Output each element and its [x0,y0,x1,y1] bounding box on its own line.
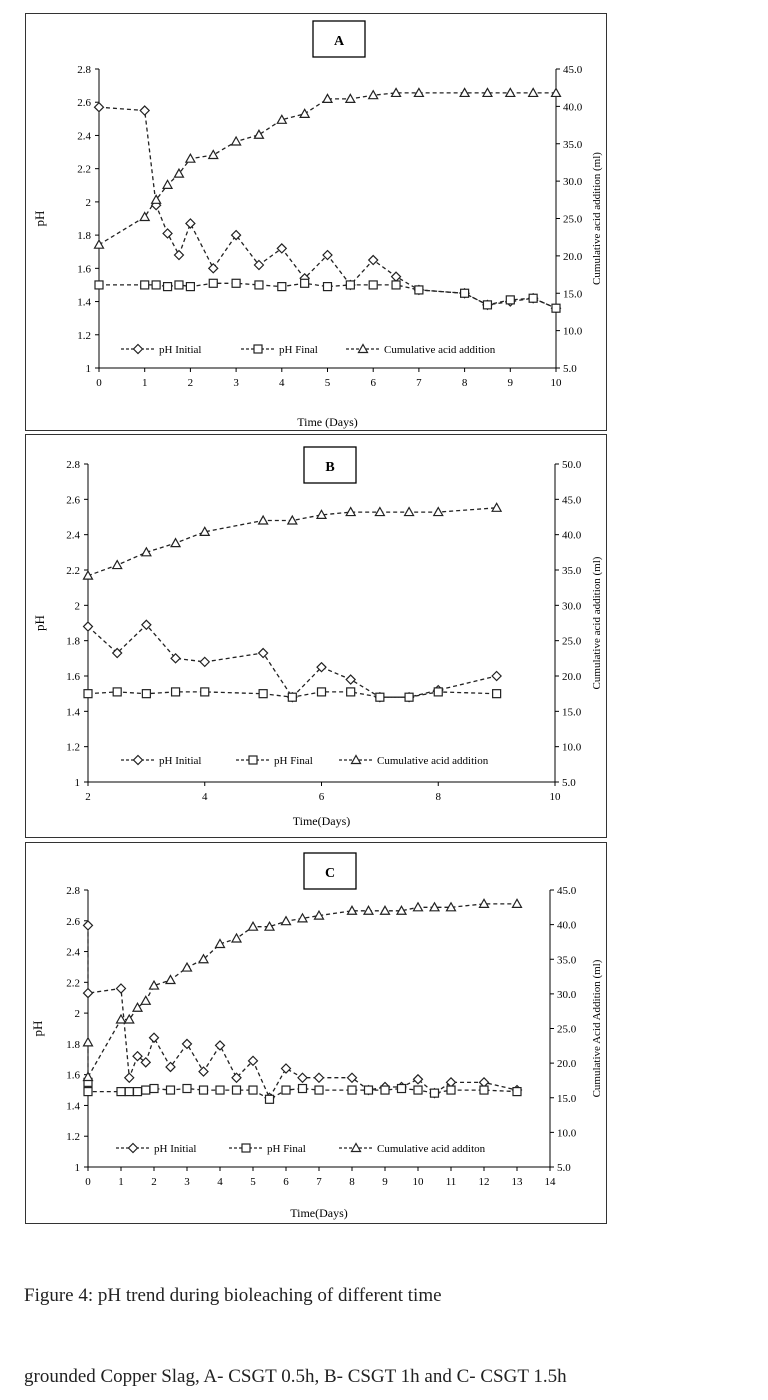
data-point [376,693,384,701]
x-tick-label: 5 [250,1176,256,1188]
data-point [140,106,149,115]
y-axis-label: pH [32,210,47,227]
y-tick-label: 2.2 [66,977,80,990]
y2-tick-label: 40.0 [562,529,582,542]
x-tick-label: 9 [382,1176,388,1188]
data-point [249,1086,257,1094]
data-point [199,1067,208,1076]
data-point [348,1073,357,1082]
data-point [529,294,537,302]
chart-title: B [325,460,335,475]
data-point [141,281,149,289]
legend [121,344,496,356]
legend-label: Cumulative acid addition [377,755,489,767]
data-point [209,150,218,158]
data-point [348,1086,356,1094]
data-point [381,1086,389,1094]
x-tick-label: 11 [445,1176,457,1188]
figure-caption-line-1: Figure 4: pH trend during bioleaching of different time [24,1285,442,1306]
x-tick-label: 6 [370,377,376,389]
y2-tick-label: 10.0 [562,741,582,754]
data-point [175,281,183,289]
data-point [141,996,150,1004]
y2-tick-label: 25.0 [557,1023,577,1036]
legend-item [241,344,318,356]
legend-label: pH Initial [154,1143,197,1155]
series-diamond [84,921,522,1102]
data-point [209,264,218,273]
y-tick-label: 2 [74,1008,80,1021]
y-axis-label: pH [30,1020,45,1037]
y2-tick-label: 30.0 [557,988,577,1001]
y-tick-label: 2.2 [77,163,91,176]
series-diamond [95,103,561,313]
data-point [209,279,217,287]
data-point [95,240,104,248]
y-axis-label: pH [32,615,47,631]
data-point [233,1086,241,1094]
y2-tick-label: 45.0 [557,885,577,897]
data-point [84,622,93,631]
series-line [88,925,517,1097]
legend-label: pH Final [279,344,318,356]
data-point [318,688,326,696]
y2-tick-label: 30.0 [562,600,582,613]
data-point [117,1088,125,1096]
data-point [150,1033,159,1042]
chart-title-box [304,853,356,889]
data-point [232,934,241,942]
y-tick-label: 2.4 [66,946,80,959]
y-tick-label: 1 [85,363,91,375]
y-tick-label: 1.6 [66,671,80,683]
x-tick-label: 6 [283,1176,289,1188]
x-tick-label: 4 [279,377,285,389]
chart-title-box [313,21,365,57]
data-point [282,1086,290,1094]
data-point [415,286,423,294]
data-point [266,1095,274,1103]
data-point [259,649,268,658]
data-point [216,1086,224,1094]
data-point [172,688,180,696]
y2-tick-label: 40.0 [563,101,583,114]
data-point [140,213,149,221]
data-point [142,1086,150,1094]
data-point [117,984,126,993]
data-point [324,283,332,291]
data-point [232,137,241,145]
data-point [492,672,501,681]
data-point [95,103,104,112]
data-point [232,279,240,287]
data-point [369,281,377,289]
legend-item [121,344,201,356]
y-tick-label: 1.6 [77,263,91,276]
data-point [95,281,103,289]
x-tick-label: 8 [349,1176,355,1188]
legend-item [346,344,496,356]
y-tick-label: 2.8 [77,64,91,76]
data-point [200,657,209,666]
data-point [259,516,268,524]
data-point [392,272,401,281]
chart-b [26,435,606,837]
legend-item [116,1143,196,1155]
chart-a [26,14,606,430]
series-triangle [84,503,502,579]
data-point [277,244,286,253]
data-point [163,180,172,188]
y-tick-label: 2 [85,196,91,209]
data-point [167,1086,175,1094]
data-point [249,922,258,930]
chart-title: C [324,866,336,881]
legend-item [121,755,201,767]
data-point [142,690,150,698]
data-point [492,503,501,511]
y-tick-label: 1.8 [66,1038,80,1051]
data-point [298,1073,307,1082]
x-tick-label: 4 [202,791,208,803]
y-tick-label: 2 [74,600,80,613]
y-tick-label: 1.4 [66,706,80,719]
x-tick-label: 5 [324,377,331,389]
series-line [99,107,556,308]
x-tick-label: 1 [141,377,148,389]
x-tick-label: 2 [85,791,91,803]
y2-tick-label: 45.0 [563,64,583,76]
data-point [398,1085,406,1093]
x-tick-label: 9 [507,377,514,389]
y2-tick-label: 30.0 [563,176,583,189]
data-point [84,921,93,930]
x-tick-label: 7 [316,1176,322,1188]
data-point [113,561,122,569]
data-point [405,693,413,701]
series-square [84,688,501,701]
data-point [254,130,263,138]
data-point [480,1086,488,1094]
data-point [346,281,354,289]
data-point [183,1039,192,1048]
series-line [88,904,517,1077]
data-point [84,1038,93,1046]
data-point [166,1062,175,1071]
data-point [164,283,172,291]
data-point [186,154,195,162]
y-tick-label: 2.6 [66,915,80,928]
y2-tick-label: 10.0 [563,325,583,338]
x-tick-label: 4 [217,1176,223,1188]
y2-tick-label: 35.0 [557,954,577,967]
y2-tick-label: 50.0 [562,459,582,471]
x-tick-label: 3 [233,377,239,389]
data-point [288,693,296,701]
x-tick-label: 1 [118,1176,124,1188]
x-tick-label: 2 [187,377,194,389]
data-point [201,688,209,696]
chart-title: A [333,34,345,49]
legend [121,755,489,767]
chart-panel-c [25,842,607,1224]
legend-marker [129,1144,138,1153]
data-point [414,903,423,911]
x-tick-label: 10 [412,1176,424,1188]
data-point [299,1085,307,1093]
chart-c [26,843,606,1223]
y2-tick-label: 25.0 [562,635,582,648]
data-point [183,963,192,971]
legend-marker [134,345,143,354]
data-point [183,1085,191,1093]
data-point [125,1088,133,1096]
y2-tick-label: 5.0 [562,777,576,789]
x-tick-label: 0 [96,377,102,389]
data-point [259,690,267,698]
y2-tick-label: 5.0 [563,363,577,375]
y2-tick-label: 5.0 [557,1162,571,1174]
data-point [84,690,92,698]
data-point [447,1086,455,1094]
data-point [513,899,522,907]
y-tick-label: 2.6 [66,494,80,507]
legend-marker [254,345,262,353]
x-tick-label: 10 [549,791,561,803]
x-tick-label: 3 [184,1176,190,1188]
x-tick-label: 2 [151,1176,157,1188]
data-point [282,917,291,925]
data-point [346,94,355,102]
y2-tick-label: 25.0 [563,213,583,226]
legend-item [229,1143,306,1155]
y2-tick-label: 20.0 [563,250,583,263]
data-point [150,1085,158,1093]
data-point [414,1086,422,1094]
data-point [166,976,175,984]
y2-tick-label: 40.0 [557,919,577,932]
y-tick-label: 1.2 [77,329,91,342]
y-tick-label: 1.4 [66,1100,80,1113]
data-point [552,304,560,312]
y-tick-label: 1.2 [66,1131,80,1144]
x-tick-label: 12 [478,1176,490,1188]
legend-label: pH Initial [159,344,202,356]
legend-marker [249,756,257,764]
y2-tick-label: 10.0 [557,1127,577,1140]
x-tick-label: 7 [416,377,422,389]
legend-label: pH Final [267,1143,306,1155]
y-tick-label: 1.8 [66,635,80,648]
data-point [301,279,309,287]
y2-tick-label: 15.0 [563,288,583,301]
legend [116,1143,486,1155]
y2-tick-label: 45.0 [562,494,582,507]
data-point [255,281,263,289]
y-tick-label: 1.4 [77,296,91,309]
data-point [483,301,491,309]
y-tick-label: 1.8 [77,230,91,243]
y-tick-label: 2.2 [66,565,80,577]
data-point [347,688,355,696]
series-line [88,625,497,697]
data-point [186,283,194,291]
legend-label: pH Final [274,755,313,767]
chart-panel-a [25,13,607,431]
chart-panel-b [25,434,607,838]
x-axis-label: Time(Days) [292,814,351,828]
y-tick-label: 1 [74,777,80,789]
data-point [315,1073,324,1082]
x-tick-label: 10 [550,377,562,389]
y2-tick-label: 35.0 [562,565,582,577]
legend-item [236,755,313,767]
x-tick-label: 6 [318,791,325,803]
data-point [392,281,400,289]
data-point [125,1073,134,1082]
y2-tick-label: 20.0 [557,1058,577,1071]
y2-tick-label: 15.0 [557,1092,577,1105]
x-tick-label: 8 [435,791,441,803]
data-point [434,508,443,516]
legend-marker [134,756,143,765]
y-tick-label: 1.6 [66,1069,80,1082]
x-tick-label: 14 [544,1176,556,1188]
y-tick-label: 2.8 [66,459,80,471]
data-point [84,989,93,998]
data-point [216,1041,225,1050]
legend-item [339,755,489,767]
legend-label: Cumulative acid additon [377,1143,486,1155]
x-axis-label: Time (Days) [297,415,358,429]
data-point [405,508,414,516]
data-point [529,88,538,96]
data-point [369,256,378,265]
data-point [113,688,121,696]
data-point [84,1088,92,1096]
x-tick-label: 8 [461,377,468,389]
y2-axis-label: Cumulative acid addition (ml) [591,152,603,285]
data-point [200,1086,208,1094]
data-point [152,281,160,289]
data-point [163,229,172,238]
legend-label: Cumulative acid addition [384,344,496,356]
x-axis-label: Time(Days) [290,1206,348,1220]
data-point [493,690,501,698]
data-point [369,91,378,99]
series-square [95,279,560,312]
data-point [134,1088,142,1096]
y2-tick-label: 35.0 [563,138,583,151]
data-point [346,675,355,684]
data-point [506,296,514,304]
data-point [171,539,180,547]
data-point [84,1072,93,1080]
y-tick-label: 2.4 [77,130,91,143]
y-tick-label: 2.8 [66,885,80,897]
legend-item [339,1143,486,1155]
y-tick-label: 2.6 [77,97,91,110]
data-point [174,251,183,260]
legend-label: pH Initial [159,755,202,767]
data-point [278,283,286,291]
data-point [282,1064,291,1073]
legend-marker [242,1144,250,1152]
x-tick-label: 13 [511,1176,523,1188]
y2-axis-label: Cumulative acid addition (ml) [591,556,603,690]
y-tick-label: 1.2 [66,741,80,754]
data-point [315,1086,323,1094]
data-point [434,688,442,696]
data-point [431,1089,439,1097]
data-point [365,1086,373,1094]
y-tick-label: 2.4 [66,529,80,542]
series-line [99,93,556,245]
x-tick-label: 0 [85,1176,91,1188]
data-point [461,289,469,297]
data-point [513,1088,521,1096]
y2-tick-label: 15.0 [562,706,582,719]
data-point [186,219,195,228]
figure-caption-line-2: grounded Copper Slag, A- CSGT 0.5h, B- CSGT 1h and C- CSGT 1.5h [24,1366,567,1387]
y2-axis-label: Cumulative Acid Addition (ml) [591,959,603,1098]
y2-tick-label: 20.0 [562,671,582,683]
chart-title-box [304,447,356,483]
data-point [300,109,309,117]
y-tick-label: 1 [74,1162,80,1174]
